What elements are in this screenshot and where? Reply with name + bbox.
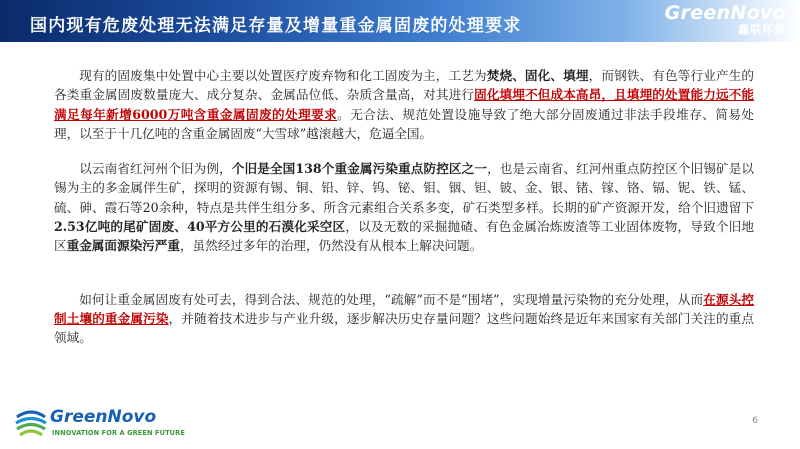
text-run: ，以及无数的采掘抛碴、有色金属冶炼废渣等工业固体废物，导致个旧地区 bbox=[54, 219, 755, 254]
paragraph-3 bbox=[54, 290, 754, 348]
header-banner bbox=[0, 0, 800, 42]
highlight-landfill-cost: 固化填埋不但成本高昂，且填埋的处置能力远不能满足每年新增6000万吨含重金属固废的处理要求 bbox=[54, 87, 755, 122]
footer-brand-name: GreenNovo bbox=[50, 407, 157, 427]
brand-name-cn: 鑫联环保 bbox=[738, 23, 786, 36]
text-run: ，并随着技术进步与产业升级，逐步解决历史存量问题？这些问题始终是近年来国家有关部门关注的重点领域。 bbox=[54, 310, 755, 346]
bold-process-terms: 焚烧、固化、填埋 bbox=[486, 68, 589, 83]
bold-pollution-severe: 重金属面源染污严重 bbox=[66, 238, 180, 254]
text-run: ，也是云南省、红河州重点防控区个旧锡矿是以锡为主的多金属伴生矿，探明的资源有锡、铜、铅、锌、钨、铋、钼、铟、钽、铍、金、银、锗、镓、铬、镉、铌、铁、锰、硫、砷、霞石等20余种，特点是共伴生组分多、所含元素组合关系多变，矿石类型多样。长期的矿产资源开发，给个旧遗留下 bbox=[54, 161, 755, 215]
bold-gejiu-key-zone: 个旧是全国138个重金属污染重点防控区之一 bbox=[231, 161, 488, 177]
brand-name-en: GreenNovo bbox=[664, 2, 786, 24]
brand-logo-header bbox=[665, 3, 786, 36]
bold-tailings-figures: 2.53亿吨的尾矿固废、40平方公里的石漠化采空区 bbox=[54, 219, 346, 235]
footer-tagline: INNOVATION FOR A GREEN FUTURE bbox=[52, 429, 185, 437]
text-run: 如何让重金属固废有处可去，得到合法、规范的处理，“疏解”而不是“围堵”，实现增量污染物的充分处理，从而 bbox=[79, 291, 704, 307]
text-run: 以云南省红河州个旧为例， bbox=[79, 161, 232, 177]
page-number: 6 bbox=[752, 416, 758, 426]
text-run: 。无合法、规范处置设施导致了绝大部分固废通过非法手段堆存、简易处理，以至于十几亿吨的含重金属固废“大雪球”越滚越大，危逼全国。 bbox=[54, 106, 754, 141]
footer-logo bbox=[14, 406, 184, 440]
text-run: 现有的固废集中处置中心主要以处置医疗废弃物和化工固废为主，工艺为 bbox=[79, 68, 487, 83]
text-run: ，虽然经过多年的治理，仍然没有从根本上解决问题。 bbox=[179, 238, 483, 254]
highlight-source-control: 在源头控制土壤的重金属污染 bbox=[54, 291, 755, 326]
body-text bbox=[54, 66, 754, 348]
page-title: 国内现有危废处理无法满足存量及增量重金属固废的处理要求 bbox=[30, 16, 522, 36]
text-run: ，而钢铁、有色等行业产生的各类重金属固废数量庞大、成分复杂、金属品位低、杂质含量高，对其进行 bbox=[54, 68, 755, 103]
paragraph-1 bbox=[54, 66, 754, 143]
globe-logo-icon bbox=[14, 408, 48, 438]
paragraph-2 bbox=[54, 159, 754, 255]
